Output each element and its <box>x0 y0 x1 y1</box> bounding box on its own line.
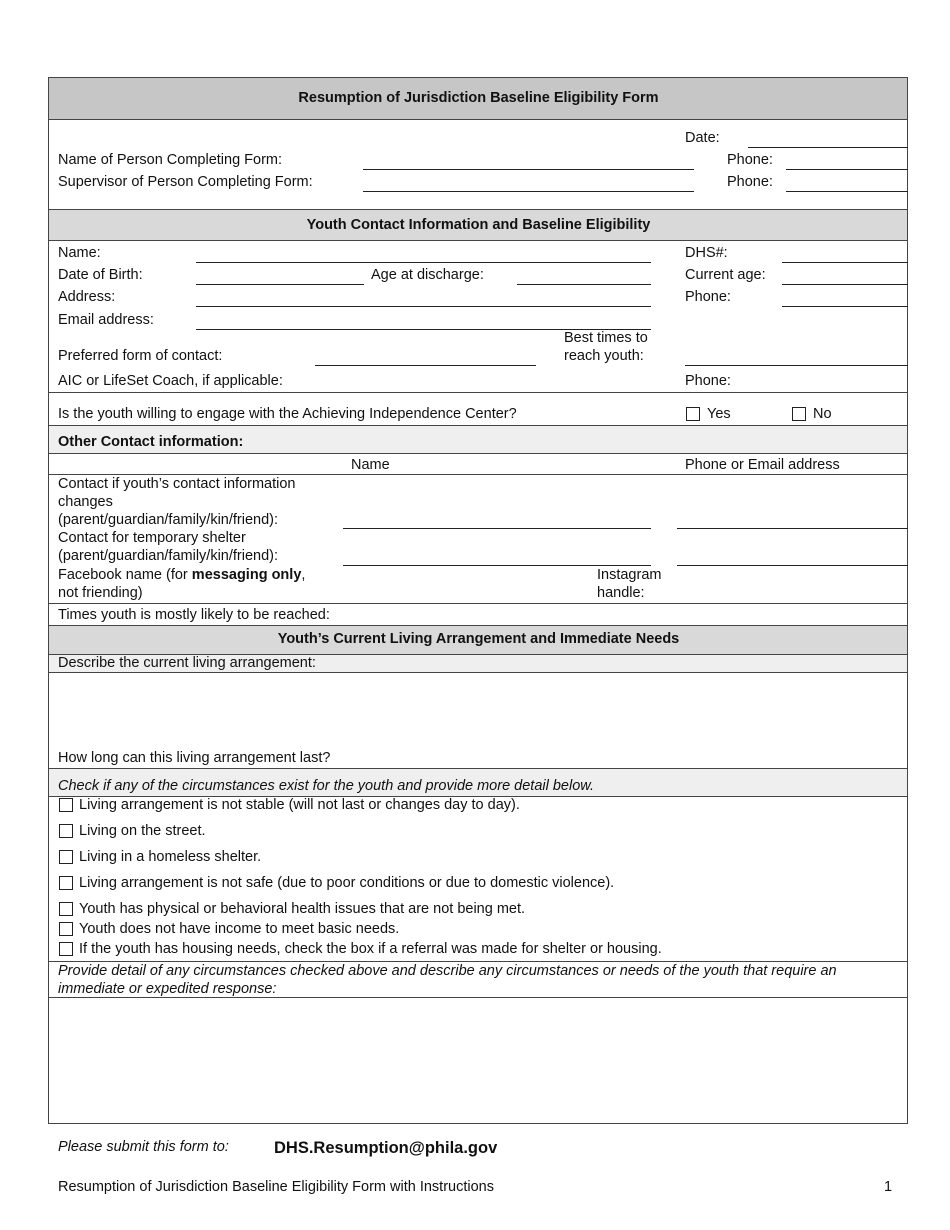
facebook-label-pre: Facebook name (for <box>58 567 192 583</box>
person-phone-input[interactable] <box>786 169 908 170</box>
contact-change-label-2: changes <box>58 494 113 510</box>
footer-text: Resumption of Jurisdiction Baseline Eligibility Form with Instructions <box>58 1179 494 1195</box>
divider <box>49 119 908 120</box>
circumstance-label-5: Youth has physical or behavioral health issues that are not being met. <box>79 901 526 917</box>
check-instruction: Check if any of the circumstances exist for the youth and provide more detail below. <box>58 778 594 794</box>
supervisor-label: Supervisor of Person Completing Form: <box>58 174 313 190</box>
coach-label: AIC or LifeSet Coach, if applicable: <box>58 373 283 389</box>
circumstance-label-3: Living in a homeless shelter. <box>79 849 262 865</box>
circumstance-label-6: Youth does not have income to meet basic needs. <box>79 921 400 937</box>
divider <box>49 961 908 962</box>
divider <box>49 392 908 393</box>
supervisor-input[interactable] <box>363 191 694 192</box>
living-section-title: Youth’s Current Living Arrangement and Immediate Needs <box>277 631 680 647</box>
page-number: 1 <box>884 1179 893 1195</box>
times-reached-label: Times youth is mostly likely to be reached: <box>58 607 330 623</box>
contact-change-label: Contact if youth’s contact information <box>58 476 296 492</box>
temp-shelter-label: Contact for temporary shelter <box>58 530 246 546</box>
form-title: Resumption of Jurisdiction Baseline Eligibility Form <box>298 90 659 106</box>
submit-email[interactable]: DHS.Resumption@phila.gov <box>274 1139 498 1157</box>
circumstance-checkbox-5[interactable] <box>59 902 73 916</box>
engage-question: Is the youth willing to engage with the Achieving Independence Center? <box>58 406 517 422</box>
best-times-label-2: reach youth: <box>564 348 644 364</box>
contact-change-name-input[interactable] <box>343 528 651 529</box>
date-input[interactable] <box>748 147 908 148</box>
dob-label: Date of Birth: <box>58 267 143 283</box>
date-label: Date: <box>685 130 720 146</box>
temp-shelter-phone-input[interactable] <box>677 565 908 566</box>
youth-name-input[interactable] <box>196 262 651 263</box>
youth-phone-input[interactable] <box>782 306 908 307</box>
circumstance-checkbox-3[interactable] <box>59 850 73 864</box>
circumstance-checkbox-6[interactable] <box>59 922 73 936</box>
divider <box>49 425 908 426</box>
temp-shelter-name-input[interactable] <box>343 565 651 566</box>
person-phone-label: Phone: <box>727 152 773 168</box>
detail-instruction-2: immediate or expedited response: <box>58 981 277 997</box>
detail-instruction: Provide detail of any circumstances checked above and describe any circumstances or needs of the youth that require an <box>58 963 837 979</box>
divider <box>49 240 908 241</box>
youth-phone-label: Phone: <box>685 289 731 305</box>
how-long-label: How long can this living arrangement last? <box>58 750 331 766</box>
circumstance-checkbox-2[interactable] <box>59 824 73 838</box>
circumstance-label-1: Living arrangement is not stable (will not last or changes day to day). <box>79 797 520 813</box>
divider <box>49 768 908 769</box>
divider <box>49 603 908 604</box>
divider <box>49 672 908 673</box>
col-name-header: Name <box>351 457 390 473</box>
divider <box>49 625 908 626</box>
facebook-label <box>58 567 305 584</box>
divider <box>49 474 908 475</box>
instagram-label-2: handle: <box>597 585 645 601</box>
current-age-label: Current age: <box>685 267 766 283</box>
facebook-label-post: , <box>301 567 306 583</box>
dob-input[interactable] <box>196 284 364 285</box>
yes-checkbox[interactable] <box>686 407 700 421</box>
current-age-input[interactable] <box>782 284 908 285</box>
preferred-contact-label: Preferred form of contact: <box>58 348 223 364</box>
contact-change-label-3: (parent/guardian/family/kin/friend): <box>58 512 279 528</box>
person-name-label: Name of Person Completing Form: <box>58 152 283 168</box>
no-label: No <box>813 406 832 422</box>
dhs-input[interactable] <box>782 262 908 263</box>
divider <box>49 453 908 454</box>
email-label: Email address: <box>58 312 154 328</box>
col-phone-header: Phone or Email address <box>685 457 840 473</box>
youth-name-label: Name: <box>58 245 101 261</box>
best-times-input[interactable] <box>685 365 908 366</box>
age-discharge-label: Age at discharge: <box>371 267 484 283</box>
preferred-contact-input[interactable] <box>315 365 536 366</box>
circumstance-label-7: If the youth has housing needs, check the box if a referral was made for shelter or housing. <box>79 941 662 957</box>
other-contact-title: Other Contact information: <box>58 434 244 450</box>
submit-label: Please submit this form to: <box>58 1139 229 1155</box>
age-discharge-input[interactable] <box>517 284 651 285</box>
youth-section-title: Youth Contact Information and Baseline Eligibility <box>306 217 651 233</box>
describe-label: Describe the current living arrangement: <box>58 655 316 671</box>
facebook-label-2: not friending) <box>58 585 143 601</box>
dhs-label: DHS#: <box>685 245 728 261</box>
circumstance-checkbox-7[interactable] <box>59 942 73 956</box>
person-name-input[interactable] <box>363 169 694 170</box>
yes-label: Yes <box>707 406 731 422</box>
coach-phone-label: Phone: <box>685 373 731 389</box>
circumstance-label-2: Living on the street. <box>79 823 206 839</box>
instagram-label: Instagram <box>597 567 662 583</box>
circumstance-checkbox-1[interactable] <box>59 798 73 812</box>
temp-shelter-label-2: (parent/guardian/family/kin/friend): <box>58 548 279 564</box>
contact-change-phone-input[interactable] <box>677 528 908 529</box>
address-input[interactable] <box>196 306 651 307</box>
supervisor-phone-label: Phone: <box>727 174 773 190</box>
circumstance-checkbox-4[interactable] <box>59 876 73 890</box>
address-label: Address: <box>58 289 116 305</box>
circumstance-label-4: Living arrangement is not safe (due to poor conditions or due to domestic violence). <box>79 875 615 891</box>
best-times-label: Best times to <box>564 330 648 346</box>
no-checkbox[interactable] <box>792 407 806 421</box>
facebook-label-bold: messaging only <box>191 567 302 583</box>
supervisor-phone-input[interactable] <box>786 191 908 192</box>
divider <box>49 209 908 210</box>
